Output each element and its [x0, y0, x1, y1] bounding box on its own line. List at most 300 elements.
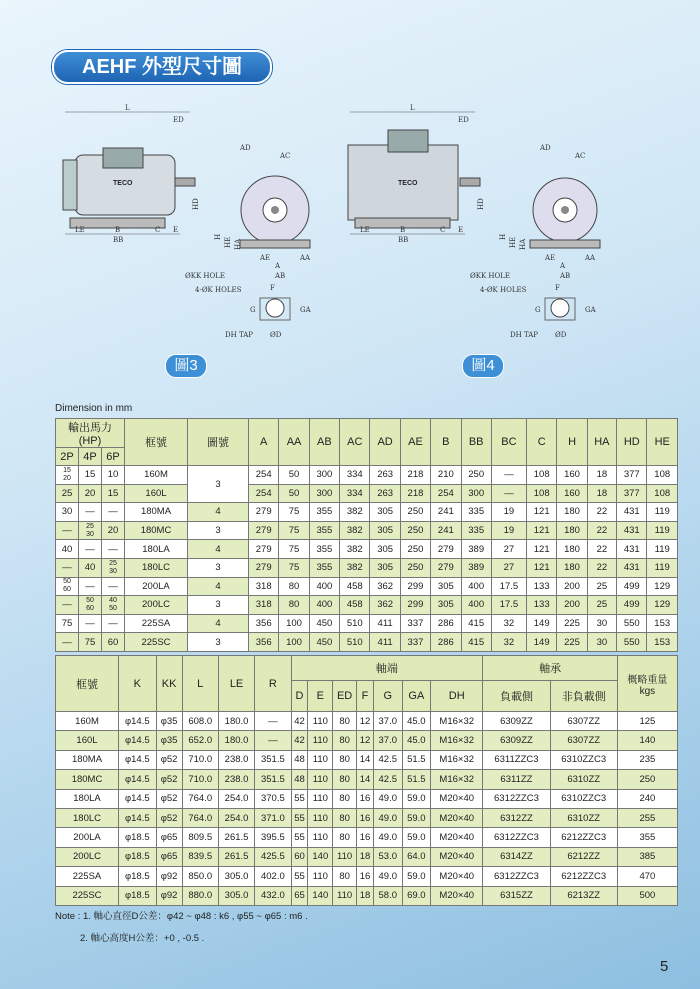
pole-header: 2P — [56, 448, 79, 466]
value-cell: 370.5 — [255, 789, 291, 808]
value-cell: 108 — [527, 484, 557, 503]
value-cell: 377 — [617, 466, 647, 485]
frame-cell: 180LA — [56, 789, 119, 808]
value-cell: M20×40 — [431, 789, 483, 808]
value-cell: 300 — [461, 484, 491, 503]
dim-label-h: H — [214, 233, 222, 240]
value-cell: 180 — [557, 558, 587, 577]
value-cell: M16×32 — [431, 731, 483, 750]
col-header-ac: AC — [340, 419, 370, 466]
hp-cell: — — [56, 558, 79, 577]
hp-cell: 15 — [79, 466, 102, 485]
value-cell: 382 — [340, 540, 370, 559]
value-cell: φ35 — [156, 712, 182, 731]
value-cell: 263 — [370, 484, 400, 503]
value-cell: 119 — [647, 540, 678, 559]
value-cell: 839.5 — [182, 847, 218, 866]
value-cell: 334 — [340, 484, 370, 503]
value-cell: 6315ZZ — [483, 886, 550, 905]
dim-label-bb: BB — [113, 236, 124, 244]
dim-label-ed: ED — [173, 116, 184, 124]
hp-cell: 25 — [56, 484, 79, 503]
value-cell: 119 — [647, 521, 678, 540]
value-cell: 250 — [400, 503, 430, 522]
value-cell: 80 — [333, 770, 357, 789]
value-cell: 27 — [491, 540, 526, 559]
value-cell: 59.0 — [402, 808, 431, 827]
value-cell: 25 — [587, 596, 616, 615]
dim-label-c: C — [155, 226, 161, 234]
value-cell: 210 — [431, 466, 461, 485]
dim-label-l: L — [410, 104, 415, 112]
hp-cell: 40 50 — [102, 596, 125, 615]
hp-cell: 40 — [79, 558, 102, 577]
value-cell: 218 — [400, 484, 430, 503]
value-cell: 6307ZZ — [550, 731, 617, 750]
value-cell: 110 — [308, 712, 333, 731]
dim-label-dh: DH TAP — [225, 331, 253, 339]
value-cell: 32 — [491, 614, 526, 633]
hp-cell: 50 60 — [79, 596, 102, 615]
shaft-bearing-table — [55, 655, 678, 906]
value-cell: 19 — [491, 503, 526, 522]
value-cell: 80 — [333, 750, 357, 769]
value-cell: 608.0 — [182, 712, 218, 731]
value-cell: 75 — [279, 558, 309, 577]
dim-label-ac: AC — [280, 152, 291, 160]
value-cell: 250 — [400, 521, 430, 540]
table-row — [56, 577, 678, 596]
value-cell: 59.0 — [402, 867, 431, 886]
value-cell: 254.0 — [218, 789, 254, 808]
value-cell: 400 — [461, 577, 491, 596]
value-cell: 355 — [617, 828, 677, 847]
hp-cell: — — [79, 614, 102, 633]
value-cell: 108 — [527, 466, 557, 485]
frame-cell: 225SC — [56, 886, 119, 905]
value-cell: 238.0 — [218, 770, 254, 789]
value-cell: M20×40 — [431, 867, 483, 886]
dim-label-aa: AA — [300, 254, 311, 262]
page-number: 5 — [660, 958, 669, 975]
value-cell: 431 — [617, 503, 647, 522]
value-cell: 550 — [617, 614, 647, 633]
dim-label-d: ØD — [555, 331, 567, 339]
value-cell: 279 — [249, 521, 279, 540]
fig-cell: 3 — [188, 466, 249, 503]
table-row — [56, 596, 678, 615]
value-cell: 305 — [370, 503, 400, 522]
note-1: Note : 1. 軸心直徑D公差：φ42 ~ φ48 : k6 , φ55 ~ φ65 : m6 . — [55, 911, 308, 922]
fig-cell: 4 — [188, 540, 249, 559]
table-row — [56, 521, 678, 540]
value-cell: φ14.5 — [119, 770, 157, 789]
hp-cell: — — [79, 577, 102, 596]
table-row — [56, 558, 678, 577]
dim-label-e: E — [458, 226, 464, 234]
value-cell: 18 — [357, 886, 374, 905]
value-cell: 305 — [370, 521, 400, 540]
value-cell: 80 — [333, 789, 357, 808]
col-header-kk: KK — [156, 656, 182, 712]
dim-label-ae: AE — [260, 254, 271, 262]
table-row — [56, 503, 678, 522]
hp-cell: 15 20 — [56, 466, 79, 485]
value-cell: 6314ZZ — [483, 847, 550, 866]
value-cell: φ18.5 — [119, 828, 157, 847]
table-row — [56, 712, 678, 731]
hp-cell: — — [56, 633, 79, 652]
value-cell: 48 — [291, 750, 308, 769]
value-cell: 6312ZZC3 — [483, 828, 550, 847]
value-cell: 110 — [333, 847, 357, 866]
value-cell: 335 — [461, 521, 491, 540]
frame-cell: 180MA — [125, 503, 188, 522]
fig-cell: 3 — [188, 521, 249, 540]
dim-label-b: B — [400, 226, 406, 234]
table-row — [56, 484, 678, 503]
frame-cell: 200LC — [125, 596, 188, 615]
hp-cell: 15 — [102, 484, 125, 503]
value-cell: 59.0 — [402, 828, 431, 847]
value-cell: 764.0 — [182, 808, 218, 827]
value-cell: 235 — [617, 750, 677, 769]
hp-cell: — — [56, 596, 79, 615]
value-cell: 16 — [357, 789, 374, 808]
value-cell: 51.5 — [402, 770, 431, 789]
value-cell: 121 — [527, 540, 557, 559]
page-title: AEHF 外型尺寸圖 — [52, 50, 272, 84]
value-cell: 50 — [279, 466, 309, 485]
value-cell: 53.0 — [373, 847, 402, 866]
value-cell: 432.0 — [255, 886, 291, 905]
frame-cell: 180MC — [125, 521, 188, 540]
col-header-he: HE — [647, 419, 678, 466]
value-cell: 286 — [431, 614, 461, 633]
value-cell: — — [255, 712, 291, 731]
value-cell: 80 — [333, 867, 357, 886]
value-cell: 42 — [291, 731, 308, 750]
fig-cell: 4 — [188, 614, 249, 633]
frame-cell: 180LC — [125, 558, 188, 577]
dimension-table — [55, 418, 678, 652]
value-cell: 80 — [333, 828, 357, 847]
table-row — [56, 633, 678, 652]
col-header-b: B — [431, 419, 461, 466]
value-cell: 255 — [617, 808, 677, 827]
value-cell: φ14.5 — [119, 808, 157, 827]
value-cell: φ52 — [156, 808, 182, 827]
value-cell: φ14.5 — [119, 750, 157, 769]
value-cell: 50 — [279, 484, 309, 503]
hp-cell: 25 30 — [102, 558, 125, 577]
value-cell: 318 — [249, 577, 279, 596]
value-cell: — — [491, 466, 526, 485]
value-cell: 119 — [647, 503, 678, 522]
value-cell: 60 — [291, 847, 308, 866]
table-row — [56, 847, 678, 866]
value-cell: 125 — [617, 712, 677, 731]
value-cell: 400 — [309, 596, 339, 615]
value-cell: φ18.5 — [119, 847, 157, 866]
value-cell: 153 — [647, 614, 678, 633]
value-cell: 22 — [587, 521, 616, 540]
value-cell: 6309ZZ — [483, 712, 550, 731]
brand-logo: TECO — [398, 180, 418, 187]
value-cell: 18 — [357, 847, 374, 866]
value-cell: 49.0 — [373, 808, 402, 827]
value-cell: 305 — [431, 596, 461, 615]
fig-cell: 3 — [188, 633, 249, 652]
dim-label-c: C — [440, 226, 446, 234]
figure-3-caption: 圖3 — [165, 354, 207, 378]
value-cell: 180.0 — [218, 712, 254, 731]
value-cell: 12 — [357, 712, 374, 731]
value-cell: 80 — [333, 712, 357, 731]
dim-label-f: F — [555, 284, 560, 292]
value-cell: 16 — [357, 867, 374, 886]
hp-cell: 20 — [102, 521, 125, 540]
value-cell: 37.0 — [373, 731, 402, 750]
value-cell: 149 — [527, 614, 557, 633]
frame-cell: 180MA — [56, 750, 119, 769]
value-cell: 225 — [557, 614, 587, 633]
value-cell: 140 — [308, 847, 333, 866]
col-header-ab: AB — [309, 419, 339, 466]
pole-header: 4P — [79, 448, 102, 466]
value-cell: 6312ZZC3 — [483, 789, 550, 808]
value-cell: 305.0 — [218, 867, 254, 886]
bearing-col-header: 負載側 — [483, 681, 550, 712]
value-cell: 17.5 — [491, 577, 526, 596]
value-cell: 140 — [308, 886, 333, 905]
value-cell: 180 — [557, 540, 587, 559]
value-cell: 17.5 — [491, 596, 526, 615]
value-cell: 153 — [647, 633, 678, 652]
value-cell: 6212ZZC3 — [550, 867, 617, 886]
table-row — [56, 789, 678, 808]
value-cell: 299 — [400, 577, 430, 596]
dim-label-he: HE — [509, 236, 517, 248]
dim-label-aa: AA — [585, 254, 596, 262]
table-row — [56, 731, 678, 750]
value-cell: 470 — [617, 867, 677, 886]
hp-cell: — — [102, 577, 125, 596]
value-cell: 250 — [617, 770, 677, 789]
value-cell: 510 — [340, 614, 370, 633]
value-cell: 200 — [557, 596, 587, 615]
value-cell: 362 — [370, 577, 400, 596]
col-header-bb: BB — [461, 419, 491, 466]
value-cell: 30 — [587, 633, 616, 652]
value-cell: 6312ZZ — [483, 808, 550, 827]
dim-label-dh: DH TAP — [510, 331, 538, 339]
dim-label-ab: AB — [275, 272, 286, 280]
dim-label-he: HE — [224, 236, 232, 248]
hp-cell: — — [102, 503, 125, 522]
value-cell: φ14.5 — [119, 712, 157, 731]
value-cell: φ65 — [156, 828, 182, 847]
dim-label-g: G — [250, 306, 256, 314]
value-cell: 32 — [491, 633, 526, 652]
dim-label-e: E — [173, 226, 179, 234]
value-cell: 16 — [357, 808, 374, 827]
table-row — [56, 828, 678, 847]
value-cell: φ18.5 — [119, 867, 157, 886]
col-header-bc: BC — [491, 419, 526, 466]
value-cell: 225 — [557, 633, 587, 652]
table-row — [56, 886, 678, 905]
value-cell: 133 — [527, 596, 557, 615]
hp-cell: — — [56, 521, 79, 540]
value-cell: 218 — [400, 466, 430, 485]
value-cell: 402.0 — [255, 867, 291, 886]
value-cell: 30 — [587, 614, 616, 633]
dim-label-d: ØD — [270, 331, 282, 339]
value-cell: 356 — [249, 633, 279, 652]
value-cell: 22 — [587, 558, 616, 577]
value-cell: 6311ZZ — [483, 770, 550, 789]
value-cell: 809.5 — [182, 828, 218, 847]
value-cell: 55 — [291, 808, 308, 827]
value-cell: 75 — [279, 503, 309, 522]
value-cell: 355 — [309, 540, 339, 559]
frame-cell: 200LA — [56, 828, 119, 847]
value-cell: 121 — [527, 503, 557, 522]
frame-header: 框號 — [125, 419, 188, 466]
value-cell: 411 — [370, 614, 400, 633]
value-cell: 355 — [309, 521, 339, 540]
col-header-ha: HA — [587, 419, 616, 466]
value-cell: 400 — [309, 577, 339, 596]
col-header-l: L — [182, 656, 218, 712]
value-cell: — — [491, 484, 526, 503]
value-cell: 6212ZZ — [550, 847, 617, 866]
col-header-hd: HD — [617, 419, 647, 466]
value-cell: 108 — [647, 466, 678, 485]
value-cell: 254.0 — [218, 808, 254, 827]
bearing-header: 軸承 — [483, 656, 618, 681]
table-row — [56, 750, 678, 769]
value-cell: 110 — [308, 828, 333, 847]
table-row — [56, 808, 678, 827]
value-cell: M20×40 — [431, 808, 483, 827]
note-2: 2. 軸心高度H公差：+0 , -0.5 . — [80, 933, 205, 944]
hp-cell: 30 — [56, 503, 79, 522]
col-header-c: C — [527, 419, 557, 466]
value-cell: 14 — [357, 770, 374, 789]
value-cell: 411 — [370, 633, 400, 652]
value-cell: 300 — [309, 484, 339, 503]
value-cell: 80 — [333, 808, 357, 827]
frame-cell: 200LC — [56, 847, 119, 866]
value-cell: 431 — [617, 521, 647, 540]
value-cell: 55 — [291, 828, 308, 847]
value-cell: 371.0 — [255, 808, 291, 827]
motor-outline-drawing-3 — [55, 100, 335, 350]
value-cell: 180.0 — [218, 731, 254, 750]
fig-cell: 3 — [188, 558, 249, 577]
value-cell: 45.0 — [402, 712, 431, 731]
col-header-d: D — [291, 681, 308, 712]
value-cell: 499 — [617, 596, 647, 615]
value-cell: 110 — [308, 770, 333, 789]
dim-label-h: H — [499, 233, 507, 240]
dim-label-a: A — [275, 262, 281, 270]
hp-cell: 75 — [79, 633, 102, 652]
value-cell: 110 — [308, 750, 333, 769]
value-cell: 180 — [557, 503, 587, 522]
value-cell: 49.0 — [373, 789, 402, 808]
dim-label-kk: ØKK HOLE — [185, 272, 226, 280]
frame-cell: 180LC — [56, 808, 119, 827]
value-cell: 431 — [617, 540, 647, 559]
value-cell: 6307ZZ — [550, 712, 617, 731]
value-cell: 263 — [370, 466, 400, 485]
value-cell: 58.0 — [373, 886, 402, 905]
value-cell: 110 — [308, 808, 333, 827]
value-cell: 69.0 — [402, 886, 431, 905]
dim-label-f: F — [270, 284, 275, 292]
value-cell: 389 — [461, 540, 491, 559]
table-row — [56, 770, 678, 789]
frame-cell: 160M — [56, 712, 119, 731]
value-cell: M16×32 — [431, 750, 483, 769]
value-cell: 55 — [291, 789, 308, 808]
col-header-g: G — [373, 681, 402, 712]
hp-cell: 75 — [56, 614, 79, 633]
value-cell: 110 — [333, 886, 357, 905]
value-cell: 415 — [461, 614, 491, 633]
value-cell: 6213ZZ — [550, 886, 617, 905]
value-cell: 65 — [291, 886, 308, 905]
col-header-f: F — [357, 681, 374, 712]
dim-label-ad: AD — [540, 144, 551, 152]
value-cell: 6310ZZ — [550, 770, 617, 789]
hp-header: 輸出馬力 (HP) — [56, 419, 125, 448]
value-cell: 75 — [279, 521, 309, 540]
value-cell: 22 — [587, 503, 616, 522]
value-cell: 110 — [308, 867, 333, 886]
value-cell: 18 — [587, 466, 616, 485]
value-cell: 880.0 — [182, 886, 218, 905]
value-cell: 75 — [279, 540, 309, 559]
value-cell: 129 — [647, 596, 678, 615]
value-cell: 351.5 — [255, 770, 291, 789]
value-cell: 6311ZZC3 — [483, 750, 550, 769]
col-header-ga: GA — [402, 681, 431, 712]
frame-cell: 160L — [56, 731, 119, 750]
value-cell: 279 — [249, 558, 279, 577]
frame-cell: 180MC — [56, 770, 119, 789]
fig-cell: 4 — [188, 503, 249, 522]
value-cell: 25 — [587, 577, 616, 596]
table-row — [56, 867, 678, 886]
frame-cell: 180LA — [125, 540, 188, 559]
value-cell: 250 — [400, 558, 430, 577]
dim-label-ha: HA — [519, 238, 527, 250]
dim-label-k: 4-ØK HOLES — [195, 286, 242, 294]
col-header-h: H — [557, 419, 587, 466]
table-row — [56, 614, 678, 633]
col-header-k: K — [119, 656, 157, 712]
value-cell: 335 — [461, 503, 491, 522]
value-cell: 110 — [308, 789, 333, 808]
value-cell: 362 — [370, 596, 400, 615]
value-cell: 6310ZZC3 — [550, 789, 617, 808]
value-cell: M20×40 — [431, 847, 483, 866]
value-cell: 6310ZZC3 — [550, 750, 617, 769]
